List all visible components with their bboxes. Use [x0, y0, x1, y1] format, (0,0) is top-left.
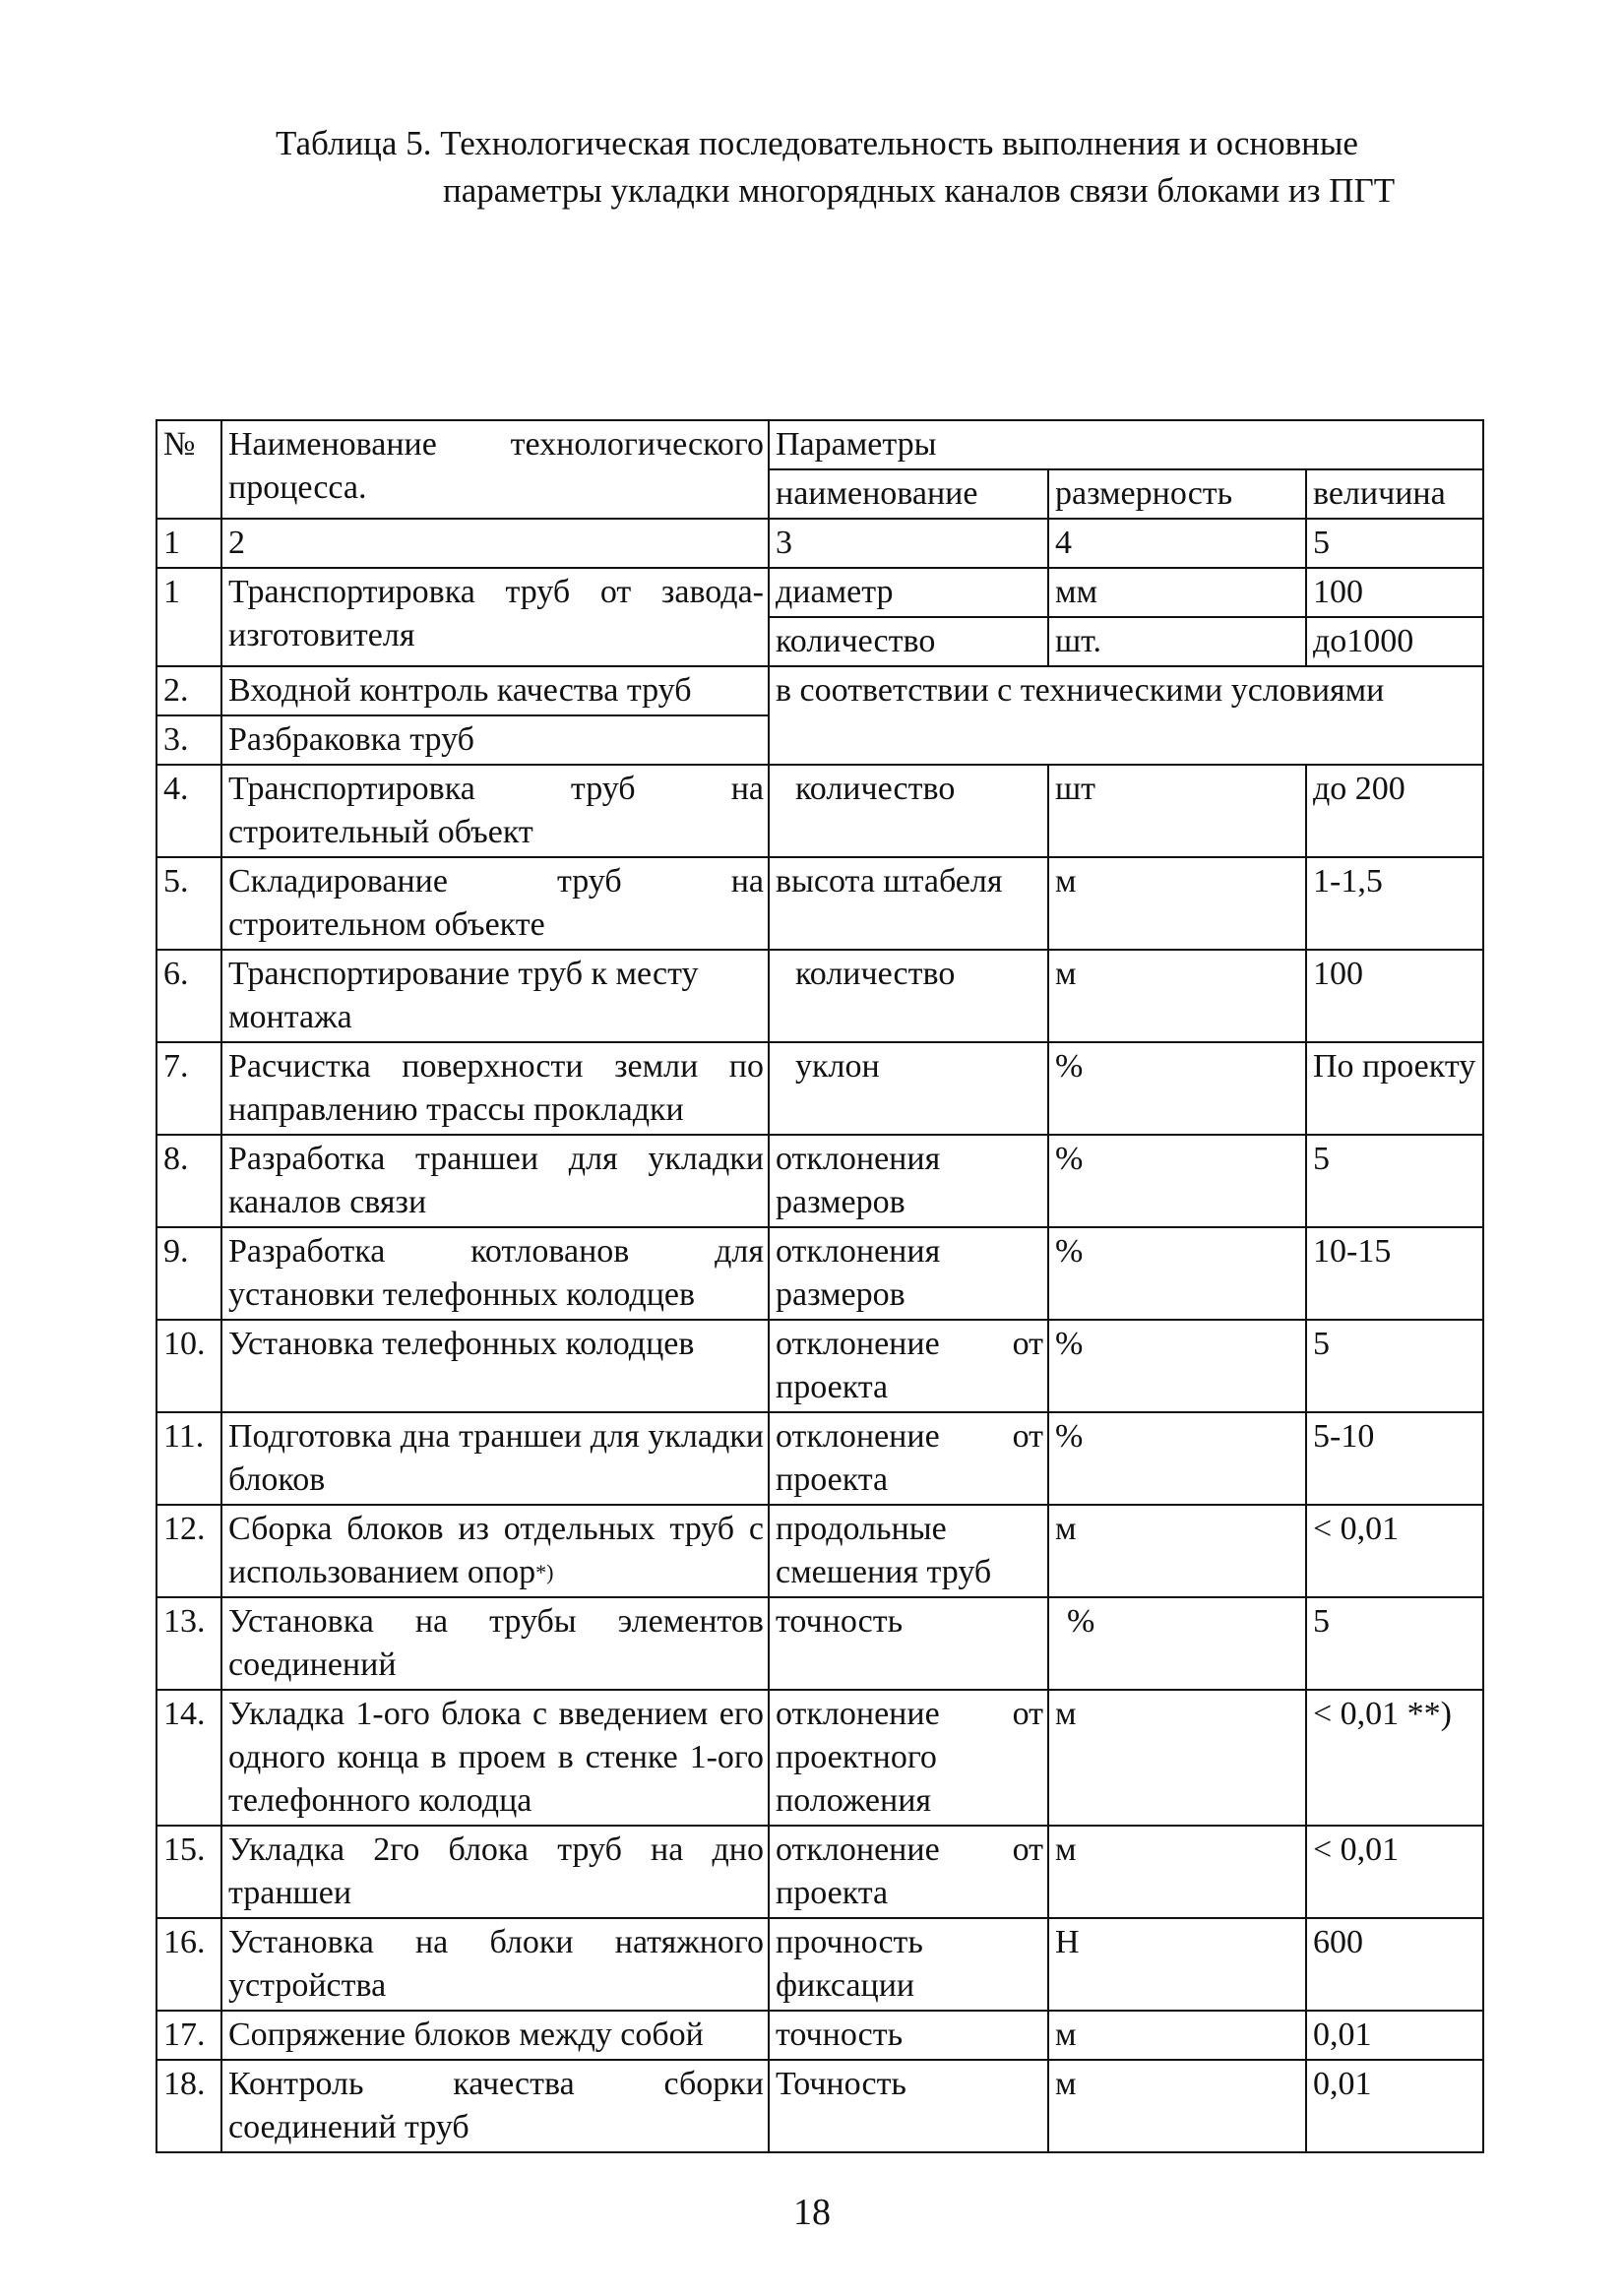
- row-param-name: высота штабеля: [769, 857, 1048, 950]
- row-num: 6.: [156, 950, 221, 1042]
- row-process: Транспортировка труб на строительный объект: [221, 765, 769, 857]
- row-param-value: < 0,01 **): [1306, 1690, 1483, 1826]
- row-param-value: 100: [1306, 950, 1483, 1042]
- row-param-value: 5: [1306, 1597, 1483, 1690]
- row-process: Разбраковка труб: [221, 715, 769, 765]
- table-row: [156, 950, 1483, 1042]
- caption-line-1: Таблица 5. Технологическая последовательность выполнения и основные: [276, 124, 1358, 162]
- table-row: [156, 1690, 1483, 1826]
- table-row: [156, 1320, 1483, 1412]
- row-num: 2.: [156, 666, 221, 715]
- row-merged-params: в соответствии с техническими условиями: [769, 666, 1483, 765]
- row-param-name: уклон: [769, 1042, 1048, 1135]
- row-num: 9.: [156, 1227, 221, 1320]
- row-process: Укладка 1-ого блока с введением его одного конца в проем в стенке 1-ого телефонного колодца: [221, 1690, 769, 1826]
- page-number: 18: [793, 2192, 831, 2233]
- row-num: 18.: [156, 2060, 221, 2152]
- header-process-name: Наименование технологического процесса.: [221, 420, 769, 519]
- row-param-unit: шт: [1048, 765, 1306, 857]
- row-num: 8.: [156, 1135, 221, 1227]
- row-param-unit: м: [1048, 857, 1306, 950]
- row-param-unit: м: [1048, 1826, 1306, 1918]
- row-param-value: 5: [1306, 1135, 1483, 1227]
- row-param-unit: %: [1048, 1042, 1306, 1135]
- header-num: №: [156, 420, 221, 519]
- row-process: Расчистка поверхности земли по направлению трассы прокладки: [221, 1042, 769, 1135]
- row-param-value: 0,01: [1306, 2011, 1483, 2060]
- row-process: Сопряжение блоков между собой: [221, 2011, 769, 2060]
- table-row: [156, 1227, 1483, 1320]
- row-process: Разработка котлованов для установки телефонных колодцев: [221, 1227, 769, 1320]
- row-param-value: 600: [1306, 1918, 1483, 2011]
- header-row: [156, 420, 1483, 469]
- column-numbers-row: [156, 519, 1483, 568]
- row-process: Установка телефонных колодцев: [221, 1320, 769, 1412]
- row-param-unit: м: [1048, 2011, 1306, 2060]
- row-param-name: отклонение от проектного положения: [769, 1690, 1048, 1826]
- row-num: 10.: [156, 1320, 221, 1412]
- row-param-name: отклонение от проекта: [769, 1320, 1048, 1412]
- row-param-name: количество: [769, 950, 1048, 1042]
- row-param-value: < 0,01: [1306, 1505, 1483, 1597]
- row-param-value: 100: [1306, 568, 1483, 617]
- row-process: Входной контроль качества труб: [221, 666, 769, 715]
- table-row: [156, 1597, 1483, 1690]
- row-param-name: продольные смешения труб: [769, 1505, 1048, 1597]
- row-num: 11.: [156, 1412, 221, 1505]
- row-param-value: 1-1,5: [1306, 857, 1483, 950]
- row-param-value: По проекту: [1306, 1042, 1483, 1135]
- row-param-value: 10-15: [1306, 1227, 1483, 1320]
- col-num-2: 2: [221, 519, 769, 568]
- row-num: 16.: [156, 1918, 221, 2011]
- row-param-unit: %: [1048, 1412, 1306, 1505]
- caption-line-2: параметры укладки многорядных каналов связи блоками из ПГТ: [443, 171, 1396, 210]
- row-param-name: прочность фиксации: [769, 1918, 1048, 2011]
- row-param-name: точность: [769, 1597, 1048, 1690]
- row-param-name: точность: [769, 2011, 1048, 2060]
- row-process: Установка на трубы элементов соединений: [221, 1597, 769, 1690]
- row-process: [221, 1505, 769, 1597]
- row-param-unit: Н: [1048, 1918, 1306, 2011]
- row-process: Транспортирование труб к месту монтажа: [221, 950, 769, 1042]
- table-row: [156, 1505, 1483, 1597]
- table-row: [156, 1135, 1483, 1227]
- col-num-5: 5: [1306, 519, 1483, 568]
- row-param-unit: м: [1048, 2060, 1306, 2152]
- table-row: [156, 568, 1483, 617]
- table-row: [156, 2060, 1483, 2152]
- row-param-name: отклонение от проекта: [769, 1826, 1048, 1918]
- table-row: [156, 1826, 1483, 1918]
- col-num-4: 4: [1048, 519, 1306, 568]
- row-param-unit: м: [1048, 950, 1306, 1042]
- row-num: 3.: [156, 715, 221, 765]
- header-param-unit: размерность: [1048, 469, 1306, 519]
- row-param-unit: мм: [1048, 568, 1306, 617]
- row-param-value: 5: [1306, 1320, 1483, 1412]
- row-param-unit: м: [1048, 1690, 1306, 1826]
- table-row: [156, 1918, 1483, 2011]
- row-param-name: диаметр: [769, 568, 1048, 617]
- row-num: 7.: [156, 1042, 221, 1135]
- row-param-value: 0,01: [1306, 2060, 1483, 2152]
- header-param-value: величина: [1306, 469, 1483, 519]
- header-param-name: наименование: [769, 469, 1048, 519]
- table-row: [156, 765, 1483, 857]
- table-row: [156, 1042, 1483, 1135]
- table-row: [156, 1412, 1483, 1505]
- row-param-value: < 0,01: [1306, 1826, 1483, 1918]
- table-row: [156, 857, 1483, 950]
- process-table: [156, 419, 1484, 2153]
- row-param-unit: %: [1048, 1320, 1306, 1412]
- row-num: 13.: [156, 1597, 221, 1690]
- row-process-text: Сборка блоков из отдельных труб с использованием опор: [228, 1511, 764, 1590]
- row-num: 4.: [156, 765, 221, 857]
- row-process: Транспортировка труб от завода-изготовителя: [221, 568, 769, 666]
- header-params: Параметры: [769, 420, 1483, 469]
- row-param-unit: %: [1048, 1597, 1306, 1690]
- row-param-name: количество: [769, 765, 1048, 857]
- row-num: 14.: [156, 1690, 221, 1826]
- row-process: Контроль качества сборки соединений труб: [221, 2060, 769, 2152]
- table-row: [156, 666, 1483, 715]
- row-process: Установка на блоки натяжного устройства: [221, 1918, 769, 2011]
- row-num: 5.: [156, 857, 221, 950]
- row-process: Подготовка дна траншеи для укладки блоков: [221, 1412, 769, 1505]
- row-process: Складирование труб на строительном объекте: [221, 857, 769, 950]
- row-param-name: отклонения размеров: [769, 1227, 1048, 1320]
- row-num: 17.: [156, 2011, 221, 2060]
- row-param-value: до1000: [1306, 617, 1483, 666]
- row-num: 15.: [156, 1826, 221, 1918]
- row-process: Разработка траншеи для укладки каналов связи: [221, 1135, 769, 1227]
- col-num-3: 3: [769, 519, 1048, 568]
- row-param-value: 5-10: [1306, 1412, 1483, 1505]
- row-param-unit: м: [1048, 1505, 1306, 1597]
- row-param-name: отклонение от проекта: [769, 1412, 1048, 1505]
- row-num: 12.: [156, 1505, 221, 1597]
- row-num: 1: [156, 568, 221, 666]
- row-param-name: отклонения размеров: [769, 1135, 1048, 1227]
- row-param-name: количество: [769, 617, 1048, 666]
- col-num-1: 1: [156, 519, 221, 568]
- footnote-mark: *): [535, 1560, 554, 1584]
- table-row: [156, 2011, 1483, 2060]
- row-param-unit: шт.: [1048, 617, 1306, 666]
- row-param-name: Точность: [769, 2060, 1048, 2152]
- row-process: Укладка 2го блока труб на дно траншеи: [221, 1826, 769, 1918]
- row-param-unit: %: [1048, 1227, 1306, 1320]
- table-caption: [276, 120, 1437, 215]
- row-param-value: до 200: [1306, 765, 1483, 857]
- row-param-unit: %: [1048, 1135, 1306, 1227]
